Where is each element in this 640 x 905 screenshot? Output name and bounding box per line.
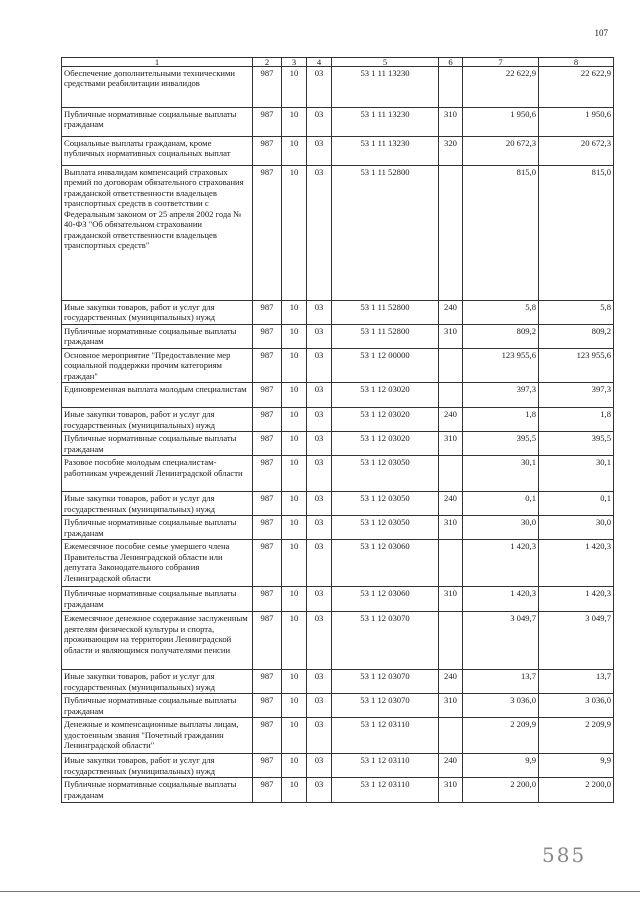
cell-amount-col8: 1 950,6 (539, 108, 614, 137)
bottom-divider (0, 891, 640, 892)
cell-expense-type: 310 (439, 432, 463, 456)
cell-amount-col7: 9,9 (463, 754, 539, 778)
cell-expense-type (439, 67, 463, 108)
cell-description: Публичные нормативные социальные выплаты гражданам (62, 324, 253, 348)
cell-amount-col7: 0,1 (463, 492, 539, 516)
cell-description: Публичные нормативные социальные выплаты гражданам (62, 587, 253, 612)
cell-amount-col8: 3 049,7 (539, 612, 614, 670)
table-row (62, 778, 614, 803)
cell-amount-col8: 22 622,9 (539, 67, 614, 108)
cell-description: Иные закупки товаров, работ и услуг для государственных (муниципальных) нужд (62, 408, 253, 432)
cell-subsection: 03 (307, 612, 332, 670)
cell-subsection: 03 (307, 348, 332, 382)
table-row (62, 492, 614, 516)
cell-section: 10 (282, 432, 307, 456)
cell-amount-col8: 30,0 (539, 516, 614, 540)
table-row (62, 694, 614, 718)
cell-section: 10 (282, 670, 307, 694)
col-header: 6 (439, 58, 463, 67)
cell-amount-col8: 123 955,6 (539, 348, 614, 382)
col-header: 2 (253, 58, 282, 67)
cell-amount-col7: 809,2 (463, 324, 539, 348)
cell-amount-col8: 397,3 (539, 383, 614, 408)
cell-target-article: 53 1 11 52800 (332, 324, 439, 348)
cell-description: Ежемесячное денежное содержание заслуженным деятелям физической культуры и спорта, проживающим на территории Ленинградской области и являющимся получателями пенсии (62, 612, 253, 670)
cell-target-article: 53 1 11 52800 (332, 166, 439, 301)
cell-ministry-code: 987 (253, 137, 282, 166)
table-row (62, 516, 614, 540)
cell-section: 10 (282, 754, 307, 778)
cell-subsection: 03 (307, 587, 332, 612)
cell-amount-col7: 3 036,0 (463, 694, 539, 718)
table-row (62, 587, 614, 612)
table-body (62, 67, 614, 803)
cell-section: 10 (282, 587, 307, 612)
cell-subsection: 03 (307, 408, 332, 432)
cell-section: 10 (282, 694, 307, 718)
cell-target-article: 53 1 11 13230 (332, 67, 439, 108)
cell-expense-type (439, 456, 463, 492)
cell-subsection: 03 (307, 166, 332, 301)
cell-expense-type: 240 (439, 408, 463, 432)
cell-description: Выплата инвалидам компенсаций страховых премий по договорам обязательного страхования гражданской ответственности владельцев транспортных средств в соответствии с Федеральным законом от 25 апреля 2002 года № 40-ФЗ "Об обязательном страховании гражданской ответственности владельцев транспортных средств" (62, 166, 253, 301)
cell-expense-type (439, 718, 463, 754)
cell-amount-col7: 123 955,6 (463, 348, 539, 382)
cell-amount-col7: 2 200,0 (463, 778, 539, 803)
cell-expense-type: 310 (439, 587, 463, 612)
cell-section: 10 (282, 108, 307, 137)
table-row (62, 754, 614, 778)
cell-amount-col8: 1 420,3 (539, 587, 614, 612)
cell-section: 10 (282, 718, 307, 754)
cell-amount-col7: 22 622,9 (463, 67, 539, 108)
cell-expense-type (439, 540, 463, 587)
cell-section: 10 (282, 383, 307, 408)
cell-amount-col7: 20 672,3 (463, 137, 539, 166)
cell-ministry-code: 987 (253, 612, 282, 670)
cell-ministry-code: 987 (253, 408, 282, 432)
cell-amount-col8: 809,2 (539, 324, 614, 348)
cell-target-article: 53 1 11 13230 (332, 108, 439, 137)
table-row (62, 166, 614, 301)
cell-amount-col8: 2 209,9 (539, 718, 614, 754)
table-row (62, 301, 614, 325)
cell-expense-type: 320 (439, 137, 463, 166)
cell-subsection: 03 (307, 137, 332, 166)
cell-section: 10 (282, 67, 307, 108)
cell-amount-col8: 9,9 (539, 754, 614, 778)
cell-section: 10 (282, 516, 307, 540)
cell-section: 10 (282, 324, 307, 348)
cell-subsection: 03 (307, 516, 332, 540)
cell-target-article: 53 1 12 03050 (332, 516, 439, 540)
cell-section: 10 (282, 137, 307, 166)
table-row (62, 348, 614, 382)
cell-ministry-code: 987 (253, 670, 282, 694)
cell-amount-col8: 0,1 (539, 492, 614, 516)
cell-amount-col7: 1,8 (463, 408, 539, 432)
cell-subsection: 03 (307, 383, 332, 408)
cell-description: Иные закупки товаров, работ и услуг для государственных (муниципальных) нужд (62, 492, 253, 516)
cell-section: 10 (282, 456, 307, 492)
cell-section: 10 (282, 778, 307, 803)
cell-amount-col7: 13,7 (463, 670, 539, 694)
cell-target-article: 53 1 12 03110 (332, 718, 439, 754)
cell-ministry-code: 987 (253, 108, 282, 137)
table-row (62, 67, 614, 108)
cell-description: Социальные выплаты гражданам, кроме публичных нормативных социальных выплат (62, 137, 253, 166)
cell-ministry-code: 987 (253, 492, 282, 516)
cell-ministry-code: 987 (253, 67, 282, 108)
cell-target-article: 53 1 12 00000 (332, 348, 439, 382)
table-row (62, 540, 614, 587)
cell-target-article: 53 1 12 03070 (332, 694, 439, 718)
cell-target-article: 53 1 12 03060 (332, 540, 439, 587)
cell-description: Обеспечение дополнительными техническими средствами реабилитации инвалидов (62, 67, 253, 108)
cell-ministry-code: 987 (253, 166, 282, 301)
cell-subsection: 03 (307, 456, 332, 492)
cell-ministry-code: 987 (253, 383, 282, 408)
cell-target-article: 53 1 12 03110 (332, 754, 439, 778)
table-row (62, 108, 614, 137)
cell-subsection: 03 (307, 754, 332, 778)
cell-amount-col7: 1 420,3 (463, 540, 539, 587)
cell-amount-col7: 5,8 (463, 301, 539, 325)
cell-description: Основное мероприятие "Предоставление мер социальной поддержки прочим категориям граждан" (62, 348, 253, 382)
cell-ministry-code: 987 (253, 432, 282, 456)
cell-expense-type: 240 (439, 301, 463, 325)
table-row (62, 383, 614, 408)
cell-ministry-code: 987 (253, 301, 282, 325)
cell-amount-col8: 20 672,3 (539, 137, 614, 166)
cell-target-article: 53 1 12 03050 (332, 492, 439, 516)
cell-ministry-code: 987 (253, 324, 282, 348)
cell-amount-col7: 395,5 (463, 432, 539, 456)
cell-expense-type (439, 348, 463, 382)
cell-ministry-code: 987 (253, 516, 282, 540)
cell-expense-type (439, 383, 463, 408)
cell-ministry-code: 987 (253, 540, 282, 587)
col-header: 5 (332, 58, 439, 67)
cell-description: Публичные нормативные социальные выплаты гражданам (62, 516, 253, 540)
cell-expense-type (439, 612, 463, 670)
cell-subsection: 03 (307, 492, 332, 516)
cell-expense-type: 310 (439, 778, 463, 803)
cell-subsection: 03 (307, 324, 332, 348)
cell-target-article: 53 1 12 03070 (332, 612, 439, 670)
cell-expense-type: 240 (439, 492, 463, 516)
header-row (62, 58, 614, 67)
cell-target-article: 53 1 11 52800 (332, 301, 439, 325)
cell-amount-col7: 1 950,6 (463, 108, 539, 137)
cell-section: 10 (282, 348, 307, 382)
cell-subsection: 03 (307, 718, 332, 754)
cell-expense-type: 310 (439, 324, 463, 348)
cell-amount-col8: 2 200,0 (539, 778, 614, 803)
col-header: 3 (282, 58, 307, 67)
cell-description: Ежемесячное пособие семье умершего члена Правительства Ленинградской области или депутата Законодательного собрания Ленинградской области (62, 540, 253, 587)
cell-ministry-code: 987 (253, 348, 282, 382)
cell-description: Единовременная выплата молодым специалистам (62, 383, 253, 408)
cell-amount-col7: 3 049,7 (463, 612, 539, 670)
col-header: 7 (463, 58, 539, 67)
cell-section: 10 (282, 540, 307, 587)
cell-description: Публичные нормативные социальные выплаты гражданам (62, 108, 253, 137)
cell-amount-col7: 1 420,3 (463, 587, 539, 612)
cell-subsection: 03 (307, 301, 332, 325)
cell-description: Публичные нормативные социальные выплаты гражданам (62, 432, 253, 456)
cell-target-article: 53 1 12 03110 (332, 778, 439, 803)
page-number: 107 (594, 28, 608, 38)
cell-amount-col7: 397,3 (463, 383, 539, 408)
cell-expense-type (439, 166, 463, 301)
cell-target-article: 53 1 11 13230 (332, 137, 439, 166)
cell-description: Денежные и компенсационные выплаты лицам, удостоенным звания "Почетный гражданин Ленинградской области" (62, 718, 253, 754)
cell-subsection: 03 (307, 694, 332, 718)
cell-ministry-code: 987 (253, 778, 282, 803)
cell-description: Иные закупки товаров, работ и услуг для государственных (муниципальных) нужд (62, 754, 253, 778)
cell-target-article: 53 1 12 03020 (332, 432, 439, 456)
cell-amount-col8: 1,8 (539, 408, 614, 432)
cell-description: Иные закупки товаров, работ и услуг для государственных (муниципальных) нужд (62, 301, 253, 325)
cell-description: Иные закупки товаров, работ и услуг для государственных (муниципальных) нужд (62, 670, 253, 694)
cell-amount-col8: 395,5 (539, 432, 614, 456)
cell-target-article: 53 1 12 03020 (332, 383, 439, 408)
cell-ministry-code: 987 (253, 587, 282, 612)
cell-target-article: 53 1 12 03020 (332, 408, 439, 432)
cell-target-article: 53 1 12 03060 (332, 587, 439, 612)
cell-description: Публичные нормативные социальные выплаты гражданам (62, 778, 253, 803)
cell-ministry-code: 987 (253, 456, 282, 492)
cell-amount-col8: 1 420,3 (539, 540, 614, 587)
cell-expense-type: 310 (439, 108, 463, 137)
cell-amount-col7: 815,0 (463, 166, 539, 301)
table-row (62, 324, 614, 348)
col-header: 4 (307, 58, 332, 67)
cell-amount-col8: 5,8 (539, 301, 614, 325)
cell-amount-col8: 13,7 (539, 670, 614, 694)
cell-description: Разовое пособие молодым специалистам-работникам учреждений Ленинградской области (62, 456, 253, 492)
table-row (62, 408, 614, 432)
cell-subsection: 03 (307, 108, 332, 137)
cell-subsection: 03 (307, 67, 332, 108)
cell-ministry-code: 987 (253, 718, 282, 754)
cell-amount-col7: 2 209,9 (463, 718, 539, 754)
cell-target-article: 53 1 12 03050 (332, 456, 439, 492)
cell-amount-col7: 30,1 (463, 456, 539, 492)
cell-subsection: 03 (307, 778, 332, 803)
cell-subsection: 03 (307, 540, 332, 587)
cell-expense-type: 310 (439, 694, 463, 718)
col-header: 1 (62, 58, 253, 67)
cell-target-article: 53 1 12 03070 (332, 670, 439, 694)
cell-ministry-code: 987 (253, 754, 282, 778)
cell-section: 10 (282, 408, 307, 432)
handwritten-page-stamp: 585 (542, 843, 587, 867)
cell-subsection: 03 (307, 432, 332, 456)
cell-amount-col7: 30,0 (463, 516, 539, 540)
table-row (62, 612, 614, 670)
cell-amount-col8: 30,1 (539, 456, 614, 492)
cell-amount-col8: 3 036,0 (539, 694, 614, 718)
table-row (62, 718, 614, 754)
cell-section: 10 (282, 301, 307, 325)
cell-description: Публичные нормативные социальные выплаты гражданам (62, 694, 253, 718)
cell-section: 10 (282, 612, 307, 670)
cell-expense-type: 240 (439, 670, 463, 694)
table-row (62, 432, 614, 456)
cell-expense-type: 240 (439, 754, 463, 778)
cell-expense-type: 310 (439, 516, 463, 540)
cell-section: 10 (282, 492, 307, 516)
budget-table (61, 57, 614, 803)
table-row (62, 456, 614, 492)
col-header: 8 (539, 58, 614, 67)
table-row (62, 137, 614, 166)
cell-subsection: 03 (307, 670, 332, 694)
cell-section: 10 (282, 166, 307, 301)
table-row (62, 670, 614, 694)
cell-amount-col8: 815,0 (539, 166, 614, 301)
cell-ministry-code: 987 (253, 694, 282, 718)
